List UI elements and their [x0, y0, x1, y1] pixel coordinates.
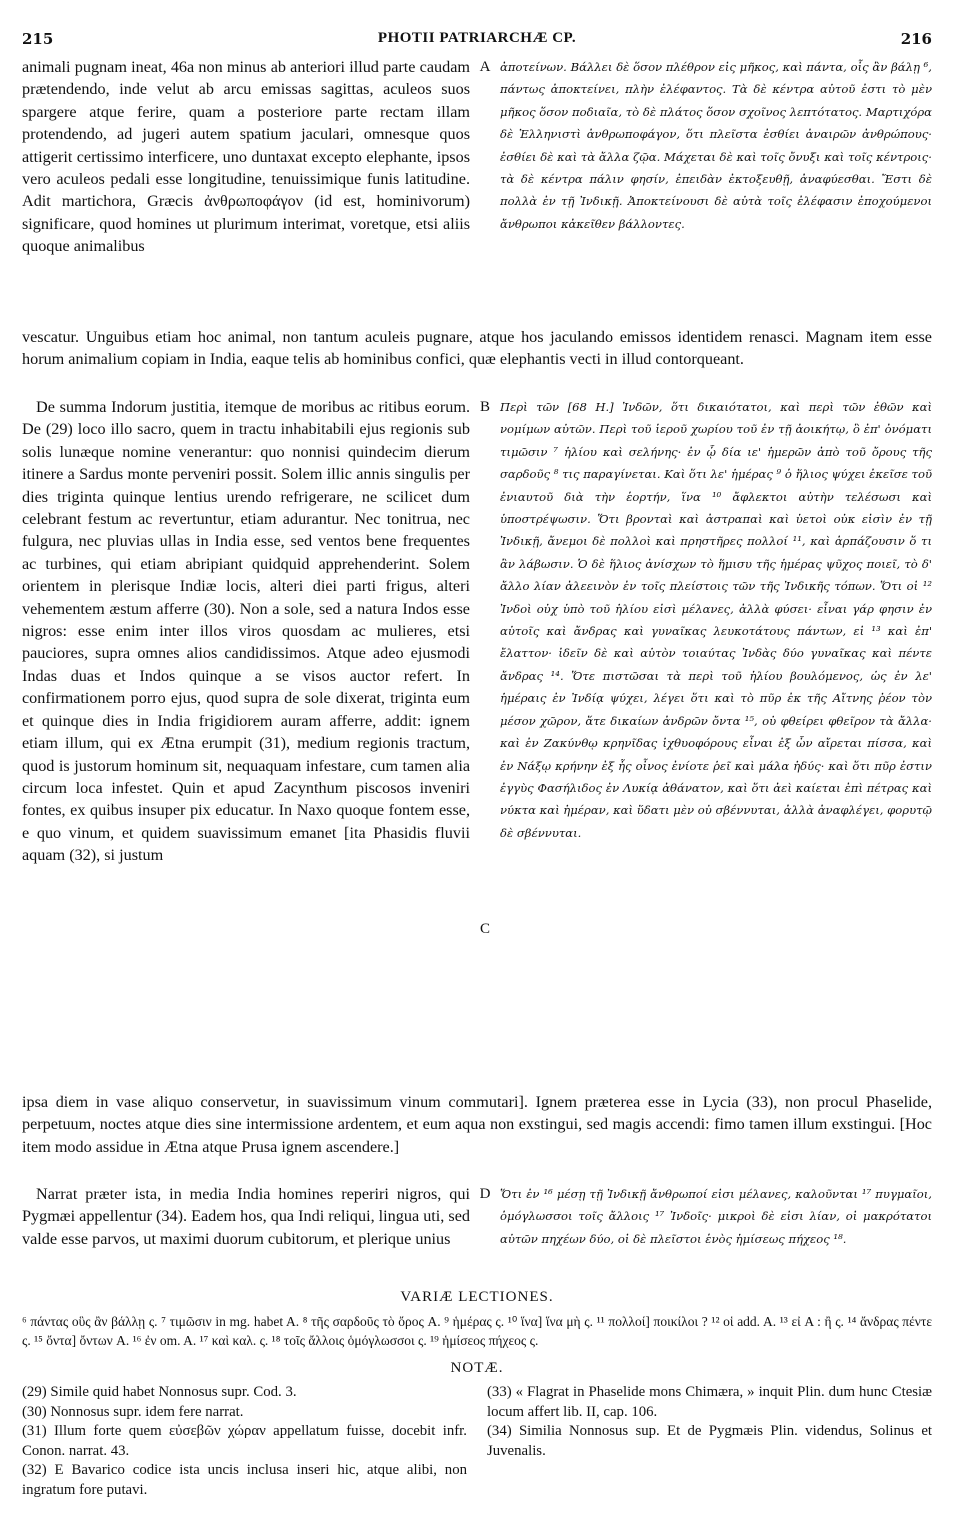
- latin-fullwidth-2: ipsa diem in vase aliquo conservetur, in suavissimum vinum commutari]. Ignem præterea esse in Lycia (33), non procul Phaselide, perpetuum, noctes atque dies sine intermissione ardentem, et eum aqua non exstingui, sed magis accendi: fimo tamen illum exstingui. [Hoc item modo assidue in Ætna atque Prusa ignem ascendere.]: [22, 1093, 932, 1156]
- section-markers-bc: [476, 396, 494, 941]
- latin-text-b: De summa Indorum justitia, itemque de moribus ac ritibus eorum. De (29) loco illo sacro, quem in tractu inhabitabili ejus regionis sub solis lunæque nomine venerantur: quo nonnisi quindecim dierum itinere a Sardus monte perveniri possit. Solem illic annis singulis per dies triginta quinque lentius urendo refrigerare, ne scilicet dum celebrant festum ac revertuntur, etiam adurantur. Nec tonitrua, nec fulgura, nec pluvias ullas in India esse, sed ventos bene frequentes ac turbines, qui etiam abripiant quidquid apprehenderint. Solem orientem in plerisque Indiæ locis, alteri diei parti frigus, alteri vehementem æstum afferre (30). Non a sole, sed a natura Indos esse nigros: esse enim inter illos viros quosdam ac mulieres, etsi pauciores, supra omnes alios candidissimos. Atque adeo ejusmodi Indas duas et Indos quinque a se visos auctor refert. In confirmationem porro ejus, quod supra de sole dixerat, triginta eum et quinque dies in India frigidiorem auram afferre, addit: ignem etiam illum, qui ex Ætna erumpit (31), medium regionis tractum, quod is justorum hominum sit, nequaquam infestare, cum tamen alia circum loca infestet. Quin et apud Zacynthum piscosos inveniri fontes, ex quibus insuper pix educatur. In Naxo quoque fontem esse, e quo vinum, et quidem suavissimum emanet [ita Phasidis fluvii aquam (32), si justum: [22, 398, 470, 865]
- latin-text-a: animali pugnam ineat, 46a non minus ab anteriori illud parte caudam prætendendo, inde velut ab arcu emissas sagittas, aculeos suos spargere atque ferire, quam a posteriore parte rectam illam protendendo, ad jugeri autem spatium jaculari, omnesque quos attigerit certissimo interficere, uno duntaxat excepto elephante, ipsos vero aculeos pedali esse longitudine, tenuissimique funis latitudine. Adit martichora, Græcis ἀνθρωποφάγον (id est, hominivorum) significare, quod homines ut plurimum interimat, voretque, etsi aliis quoque animalibus: [22, 58, 470, 256]
- section-marker-d: D: [479, 1186, 491, 1202]
- notae-heading: NOTÆ.: [450, 1360, 504, 1376]
- notae-right-column: [487, 1383, 932, 1500]
- page-number-left: 215: [22, 30, 54, 48]
- page-number-right: 216: [900, 30, 932, 48]
- variae-lectiones: ⁶ πάντας οὓς ἂν βάλλῃ ς. ⁷ τιμῶσιν in mg. habet A. ⁸ τῆς σαρδοῦς τὸ ὄρος A. ⁹ ἡμέρας ς. ¹⁰ ἵνα] ἵνα μὴ ς. ¹¹ πολλοί] ποικίλοι ? ¹² οἱ add. A. ¹³ εἰ A : ἢ ς. ¹⁴ ἄνδρας πέντε ς. ¹⁵ ὄντα] ὄντων A. ¹⁶ ἐν om. A. ¹⁷ καὶ καλ. ς. ¹⁸ τοῖς ἄλλοις ὁμόγλωσσοι ς. ¹⁹ ἡμίσεος πήχεος ς.: [22, 1314, 932, 1348]
- section-marker-c: C: [479, 921, 490, 938]
- section-b: [22, 396, 932, 1091]
- notae-left-column: [22, 1383, 467, 1500]
- variae-heading: VARIÆ LECTIONES.: [400, 1289, 554, 1305]
- note-32: (32) E Bavarico codice ista uncis inclusa inseri hic, atque alibi, non ingratum fore putavi.: [22, 1462, 467, 1498]
- section-marker-b: B: [479, 399, 490, 415]
- page: [22, 30, 932, 1500]
- latin-fullwidth-1: vescatur. Unguibus etiam hoc animal, non tantum aculeis pugnare, atque hos jaculando emissos identidem renasci. Magnam item esse horum animalium copiam in India, eaque telis ab hominibus confici, quæ elephantis vecti in illud contorqueant.: [22, 328, 932, 369]
- note-33: (33) « Flagrat in Phaselide mons Chimæra, » inquit Plin. dum hunc Ctesiæ locum affert lib. II, cap. 106.: [487, 1384, 932, 1420]
- note-29: (29) Simile quid habet Nonnosus supr. Cod. 3.: [22, 1384, 297, 1400]
- page-header: [22, 30, 932, 56]
- greek-text-a: ἀποτείνων. Βάλλει δὲ ὅσον πλέθρον εἰς μῆκος, καὶ πάντα, οἷς ἂν βάλῃ ⁶, πάντως ἀποκτείνει, πλὴν ἐλέφαντος. Τὰ δὲ κέντρα αὐτοῦ ἐστι τὸ μὲν μῆκος ὅσον ποδιαῖα, τὸ δὲ πλάτος ὅσον σχοῖνος λεπτότατος. Μαρτιχόρα δὲ Ἑλληνιστὶ ἀνθρωποφάγον, ὅτι πλεῖστα ἐσθίει ἀναιρῶν ἀνθρώπους· ἐσθίει δὲ καὶ τὰ ἄλλα ζῷα. Μάχεται δὲ καὶ τοῖς ὄνυξι καὶ τοῖς κέντροις· τὰ δὲ κέντρα πάλιν φησίν, ἐπειδὰν ἐκτοξευθῇ, ἀναφύεσθαι. Ἔστι δὲ πολλὰ ἐν τῇ Ἰνδικῇ. Ἀποκτείνουσι δὲ αὐτὰ τοῖς ἐλέφασιν ἐποχούμενοι ἄνθρωποι κἀκεῖθεν βάλλοντες.: [500, 60, 932, 231]
- note-34: (34) Similia Nonnosus sup. Et de Pygmæis Plin. videndus, Solinus et Juvenalis.: [487, 1423, 932, 1459]
- latin-text-d: Narrat præter ista, in media India homines reperiri nigros, qui Pygmæi appellentur (34). Eadem hos, qua Indi reliqui, lingua uti, sed valde esse parvos, ut maximi duorum cubitorum, et plerique unius: [22, 1185, 470, 1248]
- notae: [22, 1383, 932, 1500]
- greek-text-b: Περὶ τῶν [68 H.] Ἰνδῶν, ὅτι δικαιότατοι, καὶ περὶ τῶν ἐθῶν καὶ νομίμων αὐτῶν. Περὶ τοῦ ἱεροῦ χωρίου τοῦ ἐν τῇ ἀοικήτῳ, ὃ ἐπ' ὀνόματι τιμῶσιν ⁷ ἡλίου καὶ σελήνης· ἐν ᾧ δία ιε' ἡμερῶν ἀπὸ τοῦ ὄρους τῆς σαρδοῦς ⁸ τις παραγίνεται. Καὶ ὅτι λε' ἡμέρας ⁹ ὁ ἥλιος ψύχει ἐκεῖσε τοῦ ἐνιαυτοῦ διὰ τὴν ἑορτήν, ἵνα ¹⁰ ἄφλεκτοι αὐτὴν τελέσωσι καὶ ὑποστρέψωσιν. Ὅτι βρονταὶ καὶ ἀστραπαὶ καὶ ὑετοὶ οὐκ εἰσὶν ἐν τῇ Ἰνδικῇ, ἄνεμοι δὲ πολλοὶ καὶ πρηστῆρες πολλοί ¹¹, καὶ ἁρπάζουσιν ὅ τι ἂν λάβωσιν. Ὁ δὲ ἥλιος ἀνίσχων τὸ ἥμισυ τῆς ἡμέρας ψῦχος ποιεῖ, τὸ δ' ἄλλο λίαν ἀλεεινὸν ἐν τοῖς πλείστοις τῶν τῆς Ἰνδικῆς τόπων. Ὅτι οἱ ¹² Ἰνδοὶ οὐχ ὑπὸ τοῦ ἡλίου εἰσὶ μέλανες, ἀλλὰ φύσει· εἶναι γάρ φησιν ἐν αὐτοῖς καὶ ἄνδρας καὶ γυναῖκας λευκοτάτους πάντων, εἰ ¹³ καὶ ἐπ' ἔλαττον· ἰδεῖν δὲ καὶ αὐτὸν τοιαύτας Ἰνδὰς δύο γυναῖκας καὶ πέντε ἄνδρας ¹⁴. Ὅτε πιστῶσαι τὰ περὶ τοῦ ἡλίου βουλόμενος, ὡς ἐν λε' ἡμέραις ἐν Ἰνδίᾳ ψύχει, λέγει ὅτι καὶ τὸ πῦρ ἐκ τῆς Αἴτνης ῥέον τὸν μέσον χῶρον, ἅτε δικαίων ἀνδρῶν ὄντα ¹⁵, οὐ φθείρει φθεῖρον τὰ ἄλλα· καὶ ἐν Ζακύνθῳ κρηνῖδας ἰχθυοφόρους εἶναι ἐξ ὧν αἴρεται πίσσα, καὶ ἐν Νάξῳ κρήνην ἐξ ἧς οἶνος ἐνίοτε ῥεῖ καὶ μάλα ἡδύς· καὶ ὅτι πῦρ ἐστιν ἐγγὺς Φασήλιδος ἐν Λυκίᾳ ἀθάνατον, καὶ ὅτι ἀεὶ καίεται ἐπὶ πέτρας καὶ νύκτα καὶ ἡμέραν, καὶ ὕδατι μὲν οὐ σβέννυται, ἀλλὰ ἀναφλέγει, φορυτῷ δὲ σβέννυται.: [500, 400, 932, 840]
- greek-text-d: Ὅτι ἐν ¹⁶ μέσῃ τῇ Ἰνδικῇ ἄνθρωποί εἰσι μέλανες, καλοῦνται ¹⁷ πυγμαῖοι, ὁμόγλωσσοι τοῖς ἄλλοις ¹⁷ Ἰνδοῖς· μικροὶ δὲ εἰσι λίαν, οἱ μακρότατοι αὐτῶν πηχέων δύο, οἱ δὲ πλεῖστοι ἑνὸς ἡμίσεως πήχεος ¹⁸.: [500, 1187, 932, 1246]
- note-31: (31) Illum forte quem εὐσεβῶν χώραν appellatum fuisse, docebit infr. Conon. narrat. 43.: [22, 1423, 467, 1459]
- running-title: PHOTII PATRIARCHÆ CP.: [377, 30, 577, 46]
- section-d: [22, 1183, 932, 1279]
- section-marker-a: A: [479, 59, 491, 75]
- note-30: (30) Nonnosus supr. idem fere narrat.: [22, 1403, 244, 1420]
- section-a: [22, 56, 932, 326]
